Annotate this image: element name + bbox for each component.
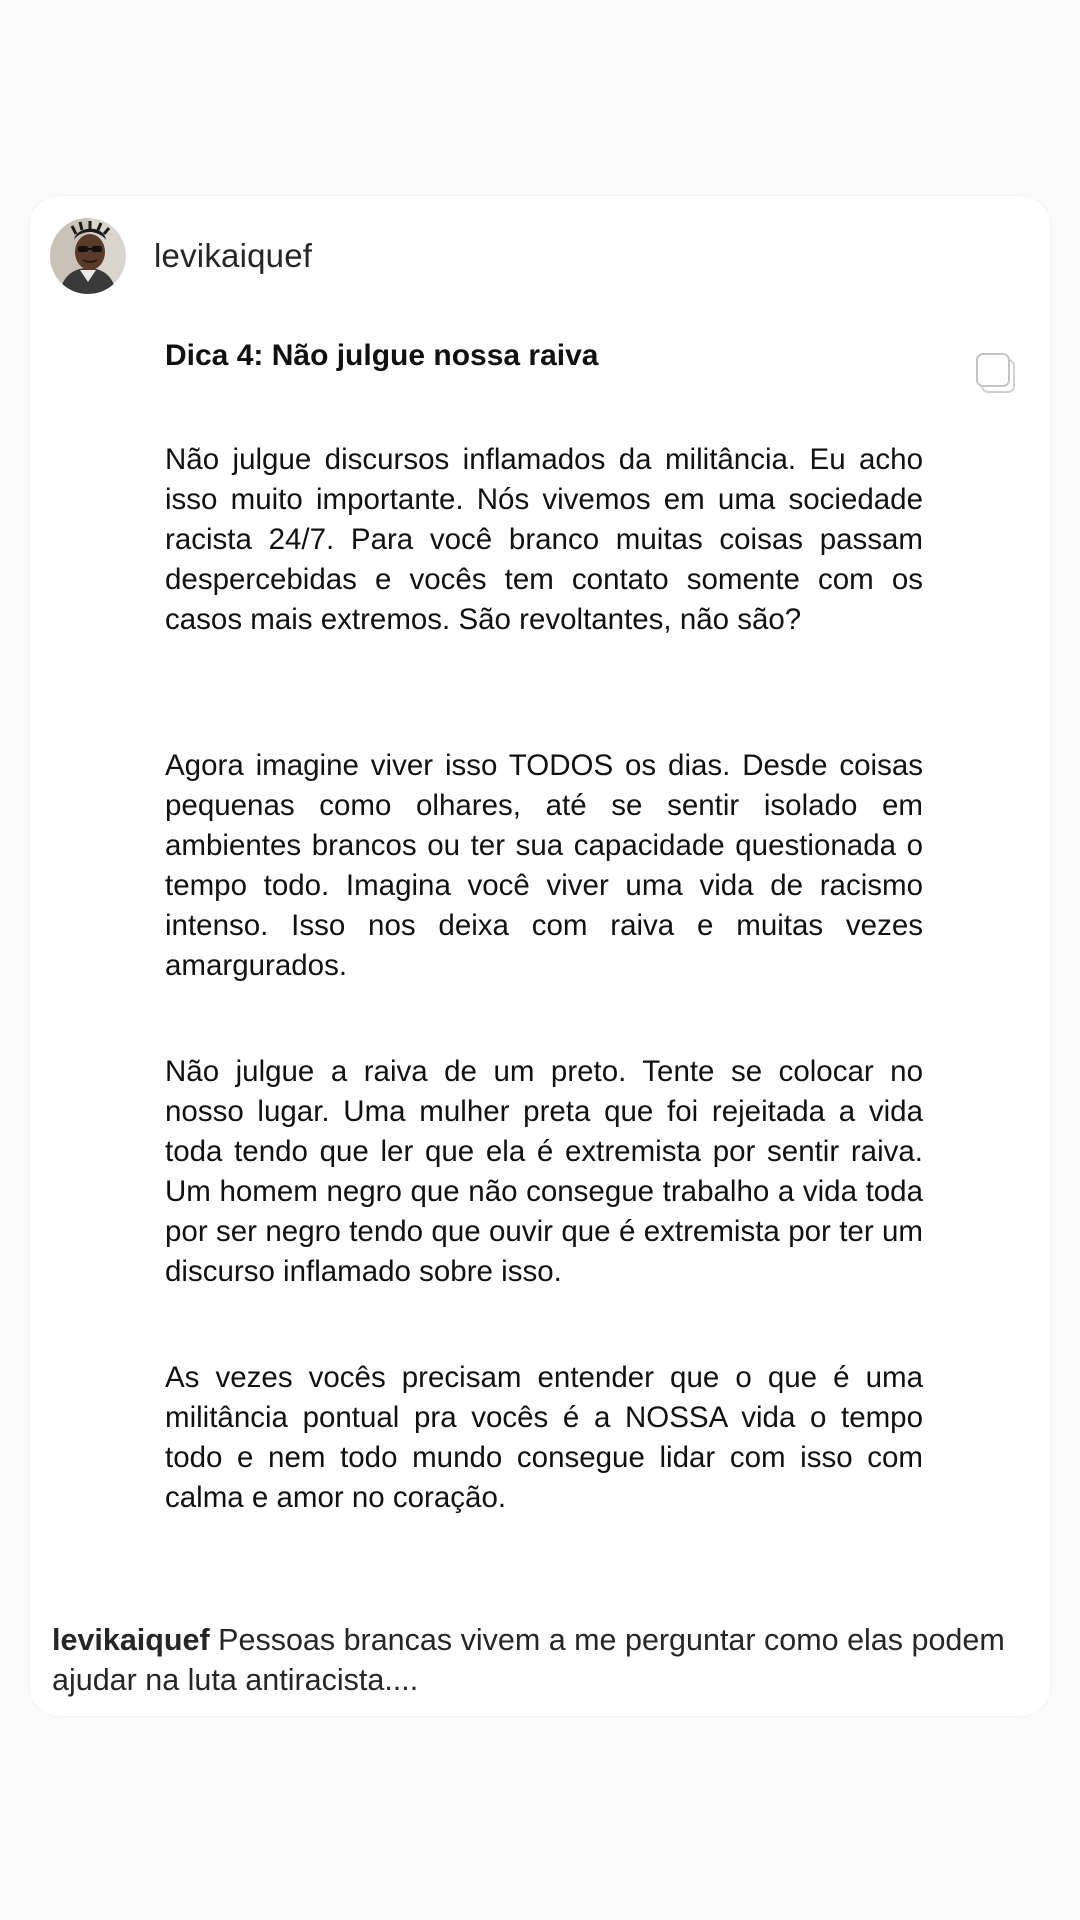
slide-paragraph-4: As vezes vocês precisam entender que o que é uma militância pontual pra vocês é a NOSSA vida o tempo todo e nem todo mundo consegue lidar com isso com calma e amor no coração.	[165, 1361, 923, 1514]
post-card	[30, 196, 1050, 1716]
slide-paragraph-3: Não julgue a raiva de um preto. Tente se colocar no nosso lugar. Uma mulher preta que foi rejeitada a vida toda tendo que ler que ela é extremista por sentir raiva. Um homem negro que não consegue trabalho a vida toda por ser negro tendo que ouvir que é extremista por ter um discurso inflamado sobre isso.	[165, 1055, 923, 1288]
caption-username[interactable]: levikaiquef	[52, 1623, 210, 1657]
slide-paragraph-1: Não julgue discursos inflamados da militância. Eu acho isso muito importante. Nós vivemos em uma sociedade racista 24/7. Para você branco muitas coisas passam despercebidas e vocês tem contato somente com os casos mais extremos. São revoltantes, não são?	[165, 443, 923, 636]
slide-title: Dica 4: Não julgue nossa raiva	[165, 339, 599, 372]
post-header	[50, 216, 312, 296]
slide-paragraph-2: Agora imagine viver isso TODOS os dias. Desde coisas pequenas como olhares, até se sentir isolado em ambientes brancos ou ter sua capacidade questionada o tempo todo. Imagina você viver uma vida de racismo intenso. Isso nos deixa com raiva e muitas vezes amargurados.	[165, 749, 923, 982]
profile-photo	[50, 218, 126, 294]
post-caption	[52, 1620, 1042, 1700]
carousel-stack-icon	[974, 350, 1020, 398]
post-username[interactable]: levikaiquef	[154, 237, 313, 274]
avatar[interactable]	[50, 218, 126, 294]
caption-text: Pessoas brancas vivem a me perguntar como elas podem ajudar na luta antiracista....	[52, 1623, 1005, 1697]
